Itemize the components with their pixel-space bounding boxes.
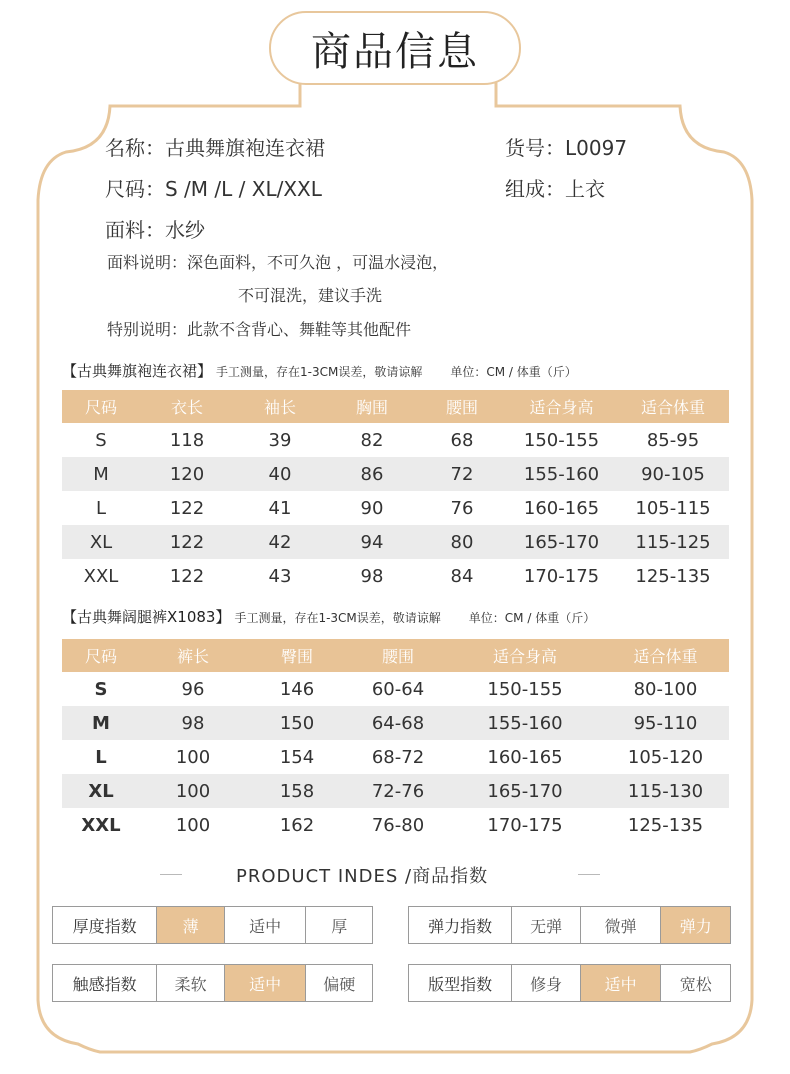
table-cell: 42 [234, 525, 326, 559]
table-cell: 90 [360, 497, 384, 519]
table-cell: 40 [234, 457, 326, 491]
table-header-row [62, 639, 729, 672]
size-table-dress [62, 390, 729, 593]
table-cell: 41 [268, 497, 292, 519]
table-cell: 170-175 [487, 814, 563, 836]
table-cell: 76 [450, 497, 474, 519]
table-row [62, 740, 729, 774]
thickness-index [52, 906, 373, 944]
fit-index-label: 版型指数 [428, 974, 493, 994]
table-cell: 80-100 [633, 678, 698, 700]
elasticity-option-stretch: 弹力 [660, 907, 730, 943]
elasticity-option-slight: 微弹 [580, 907, 661, 943]
table-cell: 60-64 [371, 678, 425, 700]
size-cell: XXL [81, 814, 121, 836]
table-cell: 39 [268, 429, 292, 451]
table2-unit: 单位：CM / 体重（斤） [468, 611, 596, 625]
table-cell: 170-175 [523, 565, 600, 587]
column-header: 裤长 [140, 639, 246, 672]
table-cell: 125-135 [635, 565, 711, 587]
elasticity-index-label: 弹力指数 [428, 916, 493, 936]
product-sku: 货号：L0097 [505, 136, 628, 160]
table-row [62, 672, 729, 706]
table-cell: 118 [169, 429, 205, 451]
size-cell: XL [62, 525, 140, 559]
special-note: 特别说明：此款不含背心、舞鞋等其他配件 [107, 320, 412, 339]
table-cell: 150-155 [487, 678, 563, 700]
table1-note: 手工测量，存在1-3CM误差，敬请谅解 [216, 365, 423, 379]
thickness-option-thin: 薄 [156, 907, 224, 943]
column-header: 腰围 [348, 639, 448, 672]
table-cell: 146 [279, 678, 315, 700]
column-header: 适合身高 [506, 390, 617, 423]
table-cell: 120 [140, 457, 234, 491]
table-cell: 72 [418, 457, 506, 491]
touch-option-hard: 偏硬 [305, 965, 372, 1001]
touch-index [52, 964, 373, 1002]
fit-option-regular: 适中 [580, 965, 661, 1001]
table-cell: 85-95 [646, 429, 700, 451]
table1-title-row [62, 360, 577, 381]
divider-left [160, 874, 182, 875]
thickness-index-label: 厚度指数 [72, 916, 137, 936]
table-cell: 82 [360, 429, 384, 451]
column-header: 臀围 [246, 639, 348, 672]
product-index-title: PRODUCT INDES /商品指数 [236, 866, 489, 887]
table-cell: 158 [246, 774, 348, 808]
table-row [62, 808, 729, 842]
table1-unit: 单位：CM / 体重（斤） [450, 365, 577, 379]
product-sizes: 尺码：S /M /L / XL/XXL [105, 177, 322, 201]
product-name: 名称：古典舞旗袍连衣裙 [105, 136, 325, 160]
size-cell: L [95, 497, 107, 519]
table-cell: 100 [140, 774, 246, 808]
elasticity-option-none: 无弹 [511, 907, 580, 943]
column-header: 适合身高 [448, 639, 602, 672]
column-header: 尺码 [62, 390, 140, 423]
size-cell: M [62, 706, 140, 740]
column-header: 适合体重 [602, 639, 729, 672]
thickness-option-medium: 适中 [224, 907, 305, 943]
table-cell: 72-76 [348, 774, 448, 808]
touch-index-label: 触感指数 [72, 974, 137, 994]
table-cell: 76-80 [371, 814, 425, 836]
size-cell: XL [62, 774, 140, 808]
product-composition: 组成：上衣 [505, 177, 605, 201]
size-cell: S [95, 429, 107, 451]
column-header: 适合体重 [617, 390, 729, 423]
table-cell: 155-160 [448, 706, 602, 740]
table-cell: 160-165 [523, 497, 600, 519]
divider-right [578, 874, 600, 875]
elasticity-index [408, 906, 731, 944]
product-index-heading [160, 862, 600, 888]
fabric-note: 面料说明：深色面料，不可久泡 ，可温水浸泡， [107, 253, 449, 272]
table-cell: 150-155 [523, 429, 600, 451]
column-header: 尺码 [62, 639, 140, 672]
table-cell: 100 [175, 746, 211, 768]
table-cell: 43 [268, 565, 292, 587]
table-cell: 94 [326, 525, 418, 559]
fit-index [408, 964, 731, 1002]
fabric-note-cont: 不可混洗，建议手洗 [238, 286, 383, 305]
size-cell: L [95, 746, 107, 768]
size-cell: XXL [83, 565, 119, 587]
product-fabric: 面料：水纱 [105, 218, 205, 242]
table1-title: 【古典舞旗袍连衣裙】 [62, 362, 213, 380]
table-cell: 90-105 [617, 457, 729, 491]
table-cell: 154 [279, 746, 315, 768]
table-cell: 160-165 [487, 746, 563, 768]
table-row [62, 774, 729, 808]
touch-option-medium: 适中 [224, 965, 305, 1001]
table-row [62, 559, 729, 593]
table-cell: 84 [450, 565, 474, 587]
table-cell: 68-72 [371, 746, 425, 768]
table-row [62, 706, 729, 740]
size-cell: M [62, 457, 140, 491]
table-cell: 86 [326, 457, 418, 491]
table-cell: 80 [418, 525, 506, 559]
size-table-pants [62, 639, 729, 842]
page-title: 商品信息 [311, 28, 479, 75]
table-cell: 162 [279, 814, 315, 836]
table-cell: 100 [175, 814, 211, 836]
column-header: 衣长 [140, 390, 234, 423]
table-cell: 125-135 [627, 814, 704, 836]
table-cell: 150 [246, 706, 348, 740]
table-cell: 96 [181, 678, 205, 700]
touch-option-soft: 柔软 [156, 965, 224, 1001]
column-header: 腰围 [418, 390, 506, 423]
table-cell: 165-170 [506, 525, 617, 559]
thickness-option-thick: 厚 [305, 907, 372, 943]
table-row [62, 525, 729, 559]
table-cell: 122 [169, 565, 205, 587]
table2-title: 【古典舞阔腿裤X1083】 [62, 608, 231, 626]
table-cell: 95-110 [602, 706, 729, 740]
table-cell: 98 [360, 565, 384, 587]
table-row [62, 423, 729, 457]
column-header: 袖长 [234, 390, 326, 423]
table-cell: 105-120 [627, 746, 704, 768]
table-cell: 122 [140, 525, 234, 559]
table-cell: 115-130 [602, 774, 729, 808]
table-cell: 105-115 [635, 497, 711, 519]
table-row [62, 457, 729, 491]
fit-option-slim: 修身 [511, 965, 580, 1001]
table-cell: 115-125 [617, 525, 729, 559]
column-header: 胸围 [326, 390, 418, 423]
table-cell: 68 [450, 429, 474, 451]
table2-note: 手工测量，存在1-3CM误差，敬请谅解 [234, 611, 441, 625]
table-cell: 155-160 [506, 457, 617, 491]
table2-title-row [62, 606, 595, 627]
table-cell: 98 [140, 706, 246, 740]
table-cell: 64-68 [348, 706, 448, 740]
fit-option-loose: 宽松 [660, 965, 730, 1001]
table-header-row [62, 390, 729, 423]
size-cell: S [94, 678, 108, 700]
table-row [62, 491, 729, 525]
table-cell: 122 [169, 497, 205, 519]
table-cell: 165-170 [448, 774, 602, 808]
